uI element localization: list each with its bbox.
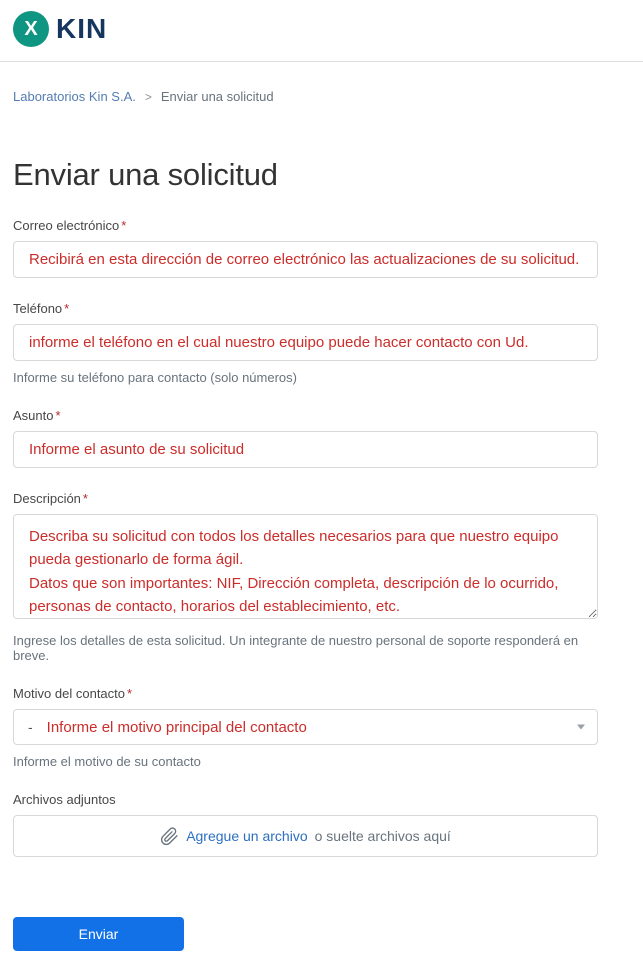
contact-reason-select[interactable] [13, 709, 598, 745]
attachments-drop-area[interactable] [13, 815, 598, 857]
kin-logo[interactable] [13, 11, 107, 47]
subject-field-group [13, 408, 598, 468]
phone-input[interactable] [13, 324, 598, 361]
kin-logo-icon [13, 11, 49, 47]
submit-row [13, 917, 598, 963]
email-label: Correo electrónico * [13, 218, 127, 233]
request-form [13, 218, 598, 963]
email-input[interactable] [13, 241, 598, 278]
required-asterisk: * [121, 218, 127, 233]
phone-label: Teléfono * [13, 301, 70, 316]
add-file-link[interactable]: Agregue un archivo [186, 828, 308, 844]
drop-files-text: o suelte archivos aquí [314, 828, 451, 844]
required-asterisk: * [127, 686, 133, 701]
subject-input[interactable] [13, 431, 598, 468]
description-hint: Ingrese los detalles de esta solicitud. Un integrante de nuestro personal de soporte responderá en breve. [13, 633, 579, 663]
main-content [0, 157, 598, 963]
kin-logo-glyph: X [24, 18, 38, 40]
required-asterisk: * [64, 301, 70, 316]
submit-button[interactable]: Enviar [13, 917, 184, 951]
contact-reason-hint: Informe el motivo de su contacto [13, 754, 201, 769]
description-textarea[interactable] [13, 514, 598, 619]
breadcrumb-current: Enviar una solicitud [160, 89, 274, 104]
description-label: Descripción * [13, 491, 88, 506]
contact-reason-label: Motivo del contacto * [13, 686, 133, 701]
required-asterisk: * [82, 491, 88, 506]
contact-reason-selected-value: Informe el motivo principal del contacto [46, 718, 307, 736]
contact-reason-field-group [13, 686, 598, 769]
subject-label: Asunto * [13, 408, 61, 423]
chevron-down-icon [577, 725, 585, 730]
phone-hint: Informe su teléfono para contacto (solo números) [13, 370, 297, 385]
phone-field-group [13, 301, 598, 385]
kin-logo-wordmark: KIN [56, 13, 108, 44]
breadcrumb-separator: > [144, 89, 152, 104]
description-field-group [13, 491, 598, 663]
paperclip-icon [160, 827, 179, 846]
site-header [0, 0, 643, 62]
page-title: Enviar una solicitud [13, 157, 278, 192]
email-field-group [13, 218, 598, 278]
required-asterisk: * [55, 408, 61, 423]
select-empty-dash: - [28, 719, 33, 735]
breadcrumb [13, 89, 643, 104]
breadcrumb-home-link[interactable]: Laboratorios Kin S.A. [13, 89, 136, 104]
attachments-label: Archivos adjuntos [13, 792, 116, 807]
attachments-field-group [13, 792, 598, 857]
